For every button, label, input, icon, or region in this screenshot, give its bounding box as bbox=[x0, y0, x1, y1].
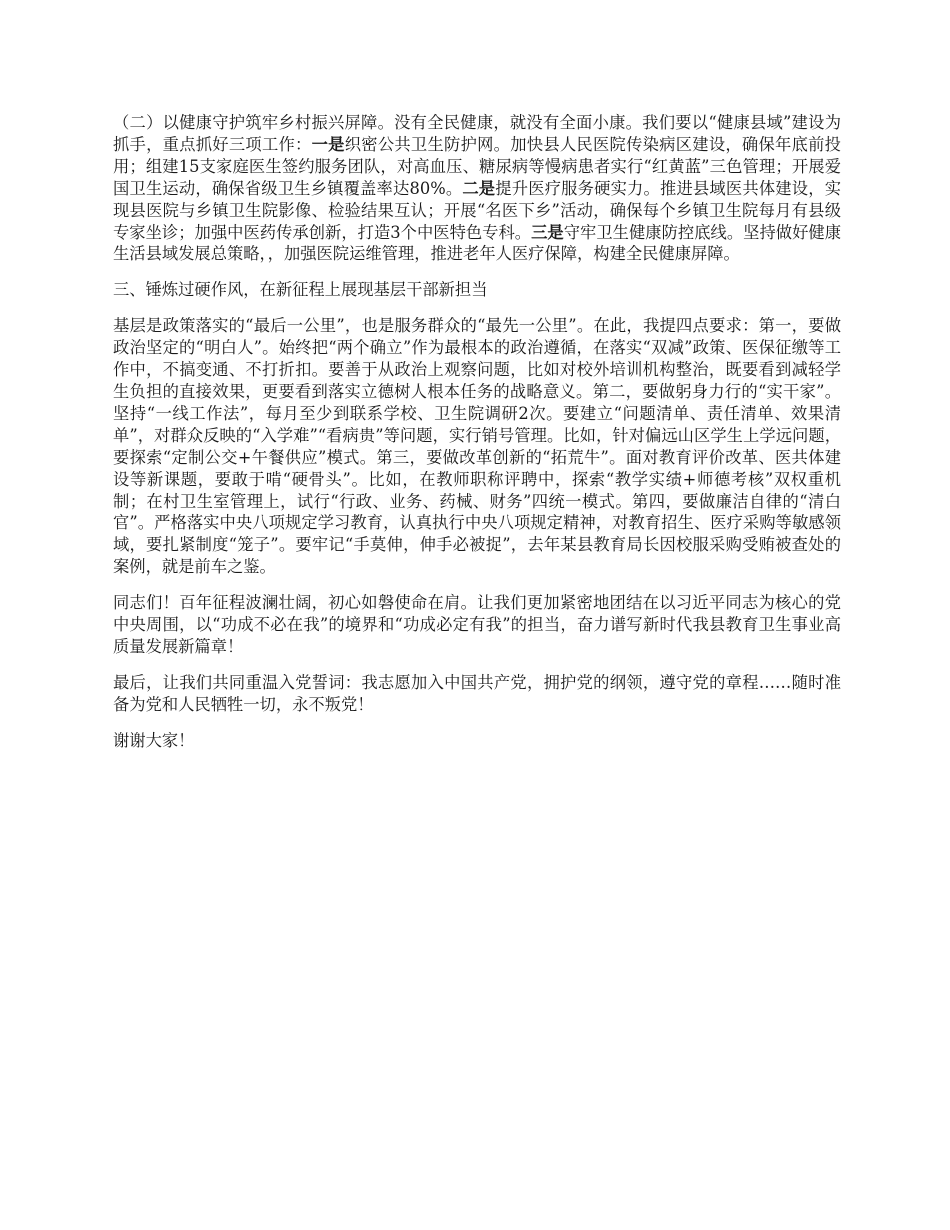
bold-marker-first: 一是 bbox=[311, 134, 345, 154]
paragraph-work-style: 基层是政策落实的“最后一公里”，也是服务群众的“最先一公里”。在此，我提四点要求：第一，要做政治坚定的“明白人”。始终把“两个确立”作为最根本的政治遵循，在落实“双减”政策、医保征缴等工作中，不搞变通、不打折扣。要善于从政治上观察问题，比如对校外培训机构整治，既要看到减轻学生负担的直接效果，更要看到落实立德树人根本任务的战略意义。第二，要做躬身力行的“实干家”。坚持“一线工作法”，每月至少到联系学校、卫生院调研2次。要建立“问题清单、责任清单、效果清单”，对群众反映的“入学难”“看病贵”等问题，实行销号管理。比如，针对偏远山区学生上学远问题，要探索“定制公交+午餐供应”模式。第三，要做改革创新的“拓荒牛”。面对教育评价改革、医共体建设等新课题，要敢于啃“硬骨头”。比如，在教师职称评聘中，探索“教学实绩+师德考核”双权重机制；在村卫生室管理上，试行“行政、业务、药械、财务”四统一模式。第四，要做廉洁自律的“清白官”。严格落实中央八项规定学习教育，认真执行中央八项规定精神，对教育招生、医疗采购等敏感领域，要扎紧制度“笼子”。要牢记“手莫伸，伸手必被捉”，去年某县教育局长因校服采购受贿被查处的案例，就是前车之鉴。 bbox=[113, 316, 841, 577]
section-heading-three: 三、锤炼过硬作风，在新征程上展现基层干部新担当 bbox=[113, 280, 488, 300]
document-body bbox=[113, 112, 841, 766]
paragraph-text: 提升医疗服务硬实力。推进县域医共体建设，实现县医院与乡镇卫生院影像、检验结果互认；开展“名医下乡”活动，确保每个乡镇卫生院每月有县级专家坐诊；加强中医药传承创新，打造3个中医特色专科。 bbox=[113, 178, 841, 242]
paragraph-text: 守牢卫生健康防控底线。坚持做好健康生活县域发展总策略，，加强医院运维管理，推进老年人医疗保障，构建全民健康屏障。 bbox=[113, 222, 841, 264]
bold-marker-third: 三是 bbox=[531, 222, 564, 242]
paragraph-oath: 最后，让我们共同重温入党誓词：我志愿加入中国共产党，拥护党的纲领，遵守党的章程……随时准备为党和人民牺牲一切，永不叛党！ bbox=[113, 672, 841, 714]
paragraph-health-section bbox=[113, 112, 841, 265]
paragraph-text: 织密公共卫生防护网。加快县人民医院传染病区建设，确保年底前投用；组建15支家庭医生签约服务团队，对高血压、糖尿病等慢病患者实行“红黄蓝”三色管理；开展爱国卫生运动，确保省级卫生乡镇覆盖率达80%。 bbox=[113, 134, 841, 198]
paragraph-comrades: 同志们！百年征程波澜壮阔，初心如磐使命在肩。让我们更加紧密地团结在以习近平同志为核心的党中央周围，以“功成不必在我”的境界和“功成必定有我”的担当，奋力谱写新时代我县教育卫生事业高质量发展新篇章！ bbox=[113, 593, 841, 656]
paragraph-thanks: 谢谢大家！ bbox=[113, 730, 195, 750]
paragraph-text: （二）以健康守护筑牢乡村振兴屏障。没有全民健康，就没有全面小康。我们要以“健康县域”建设为抓手，重点抓好三项工作： bbox=[113, 113, 841, 154]
bold-marker-second: 二是 bbox=[462, 178, 496, 198]
